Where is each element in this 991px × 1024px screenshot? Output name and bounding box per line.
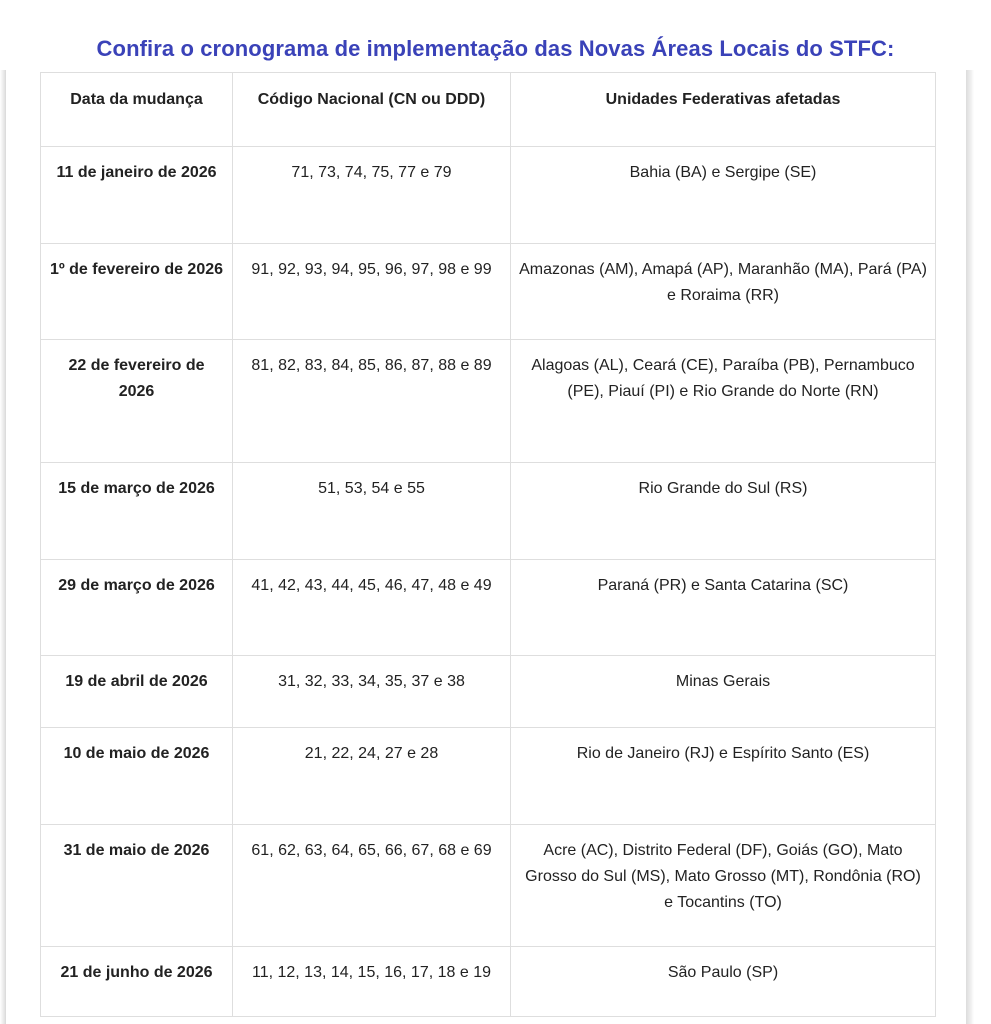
row-states: Rio Grande do Sul (RS) bbox=[511, 463, 936, 560]
page-title: Confira o cronograma de implementação das Novas Áreas Locais do STFC: bbox=[96, 36, 895, 61]
row-codes: 41, 42, 43, 44, 45, 46, 47, 48 e 49 bbox=[233, 560, 511, 656]
row-date: 1º de fevereiro de 2026 bbox=[41, 244, 233, 340]
row-codes: 61, 62, 63, 64, 65, 66, 67, 68 e 69 bbox=[233, 825, 511, 947]
row-date: 31 de maio de 2026 bbox=[41, 825, 233, 947]
row-states: São Paulo (SP) bbox=[511, 947, 936, 1017]
row-date: 10 de maio de 2026 bbox=[41, 728, 233, 825]
row-date: 21 de junho de 2026 bbox=[41, 947, 233, 1017]
table-row bbox=[41, 463, 936, 560]
row-states: Rio de Janeiro (RJ) e Espírito Santo (ES) bbox=[511, 728, 936, 825]
row-date: 15 de março de 2026 bbox=[41, 463, 233, 560]
table-row bbox=[41, 947, 936, 1017]
row-states: Acre (AC), Distrito Federal (DF), Goiás (GO), Mato Grosso do Sul (MS), Mato Grosso (MT), Rondônia (RO) e Tocantins (TO) bbox=[511, 825, 936, 947]
table-row bbox=[41, 147, 936, 244]
row-codes: 71, 73, 74, 75, 77 e 79 bbox=[233, 147, 511, 244]
table-row bbox=[41, 560, 936, 656]
row-codes: 51, 53, 54 e 55 bbox=[233, 463, 511, 560]
row-codes: 81, 82, 83, 84, 85, 86, 87, 88 e 89 bbox=[233, 340, 511, 463]
row-codes: 21, 22, 24, 27 e 28 bbox=[233, 728, 511, 825]
column-header-states: Unidades Federativas afetadas bbox=[511, 73, 936, 147]
table-row bbox=[41, 244, 936, 340]
right-frame-edge bbox=[966, 70, 974, 1024]
row-states: Alagoas (AL), Ceará (CE), Paraíba (PB), Pernambuco (PE), Piauí (PI) e Rio Grande do Norte (RN) bbox=[511, 340, 936, 463]
row-codes: 91, 92, 93, 94, 95, 96, 97, 98 e 99 bbox=[233, 244, 511, 340]
row-date: 22 de fevereiro de 2026 bbox=[41, 340, 233, 463]
row-codes: 11, 12, 13, 14, 15, 16, 17, 18 e 19 bbox=[233, 947, 511, 1017]
row-date: 11 de janeiro de 2026 bbox=[41, 147, 233, 244]
table-row bbox=[41, 656, 936, 728]
column-header-date: Data da mudança bbox=[41, 73, 233, 147]
row-states: Paraná (PR) e Santa Catarina (SC) bbox=[511, 560, 936, 656]
row-states: Amazonas (AM), Amapá (AP), Maranhão (MA), Pará (PA) e Roraima (RR) bbox=[511, 244, 936, 340]
table-row bbox=[41, 728, 936, 825]
schedule-table bbox=[40, 72, 936, 1017]
row-date: 19 de abril de 2026 bbox=[41, 656, 233, 728]
left-frame-edge bbox=[0, 70, 6, 1024]
table-row bbox=[41, 825, 936, 947]
column-header-codes: Código Nacional (CN ou DDD) bbox=[233, 73, 511, 147]
table-header-row bbox=[41, 73, 936, 147]
row-date: 29 de março de 2026 bbox=[41, 560, 233, 656]
row-codes: 31, 32, 33, 34, 35, 37 e 38 bbox=[233, 656, 511, 728]
row-states: Minas Gerais bbox=[511, 656, 936, 728]
row-states: Bahia (BA) e Sergipe (SE) bbox=[511, 147, 936, 244]
table-row bbox=[41, 340, 936, 463]
